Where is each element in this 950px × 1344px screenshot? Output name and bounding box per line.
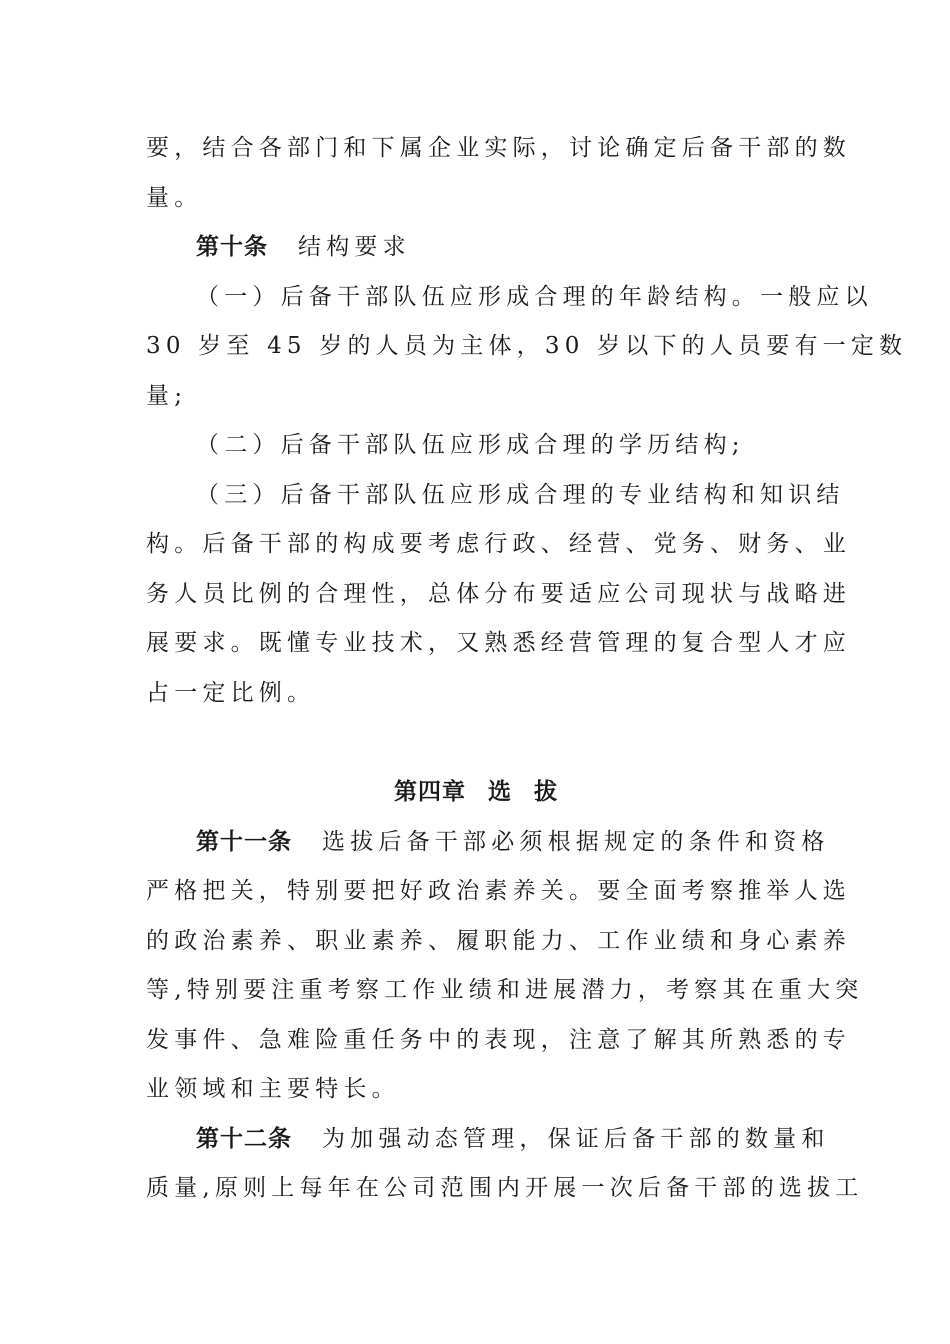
item-2-line: （二）后备干部队伍应形成合理的学历结构; (196, 432, 745, 458)
article-11-first-line (146, 818, 830, 868)
article-11-line: 业领域和主要特长。 (146, 1076, 400, 1102)
chapter-4-label: 第四章 (394, 779, 466, 805)
paragraph-line: 量。 (146, 184, 203, 211)
chapter-4-title-char-2: 拔 (534, 779, 558, 805)
article-12-line: 质量,原则上每年在公司范围内开展一次后备干部的选拔工 (146, 1175, 864, 1201)
item-1-line: 30 岁至 45 岁的人员为主体，30 岁以下的人员要有一定数 (146, 333, 908, 359)
item-3-line: 务人员比例的合理性，总体分布要适应公司现状与战略进 (146, 580, 851, 607)
article-10-title: 结构要求 (298, 234, 411, 260)
article-12-label: 第十二条 (196, 1125, 292, 1152)
item-3-line: （三）后备干部队伍应形成合理的专业结构和知识结 (196, 481, 845, 508)
chapter-4-heading (146, 768, 806, 818)
article-11-line: 严格把关，特别要把好政治素养关。要全面考察推举人选 (146, 878, 851, 904)
article-10-heading (146, 223, 806, 273)
article-10-label: 第十条 (196, 234, 268, 260)
article-12-first-line (146, 1115, 830, 1165)
item-3-line: 占一定比例。 (146, 679, 316, 706)
item-3-line: 构。后备干部的构成要考虑行政、经营、党务、财务、业 (146, 531, 851, 557)
article-11-label: 第十一条 (196, 828, 292, 855)
item-1-line: （一）后备干部队伍应形成合理的年龄结构。一般应以 (196, 283, 873, 310)
item-3-line: 展要求。既懂专业技术，又熟悉经营管理的复合型人才应 (146, 630, 851, 656)
article-11-line: 发事件、急难险重任务中的表现，注意了解其所熟悉的专 (146, 1026, 851, 1053)
document-page (146, 124, 908, 1214)
chapter-4-title-char-1: 选 (488, 779, 512, 805)
paragraph-line: 要，结合各部门和下属企业实际，讨论确定后备干部的数 (146, 135, 851, 161)
article-11-text: 选拔后备干部必须根据规定的条件和资格 (322, 828, 830, 855)
item-1-line: 量; (146, 382, 188, 409)
article-11-line: 的政治素养、职业素养、履职能力、工作业绩和身心素养 (146, 927, 851, 954)
article-11-line: 等,特别要注重考察工作业绩和进展潜力，考察其在重大突 (146, 977, 864, 1003)
article-12-text: 为加强动态管理，保证后备干部的数量和 (322, 1125, 830, 1152)
